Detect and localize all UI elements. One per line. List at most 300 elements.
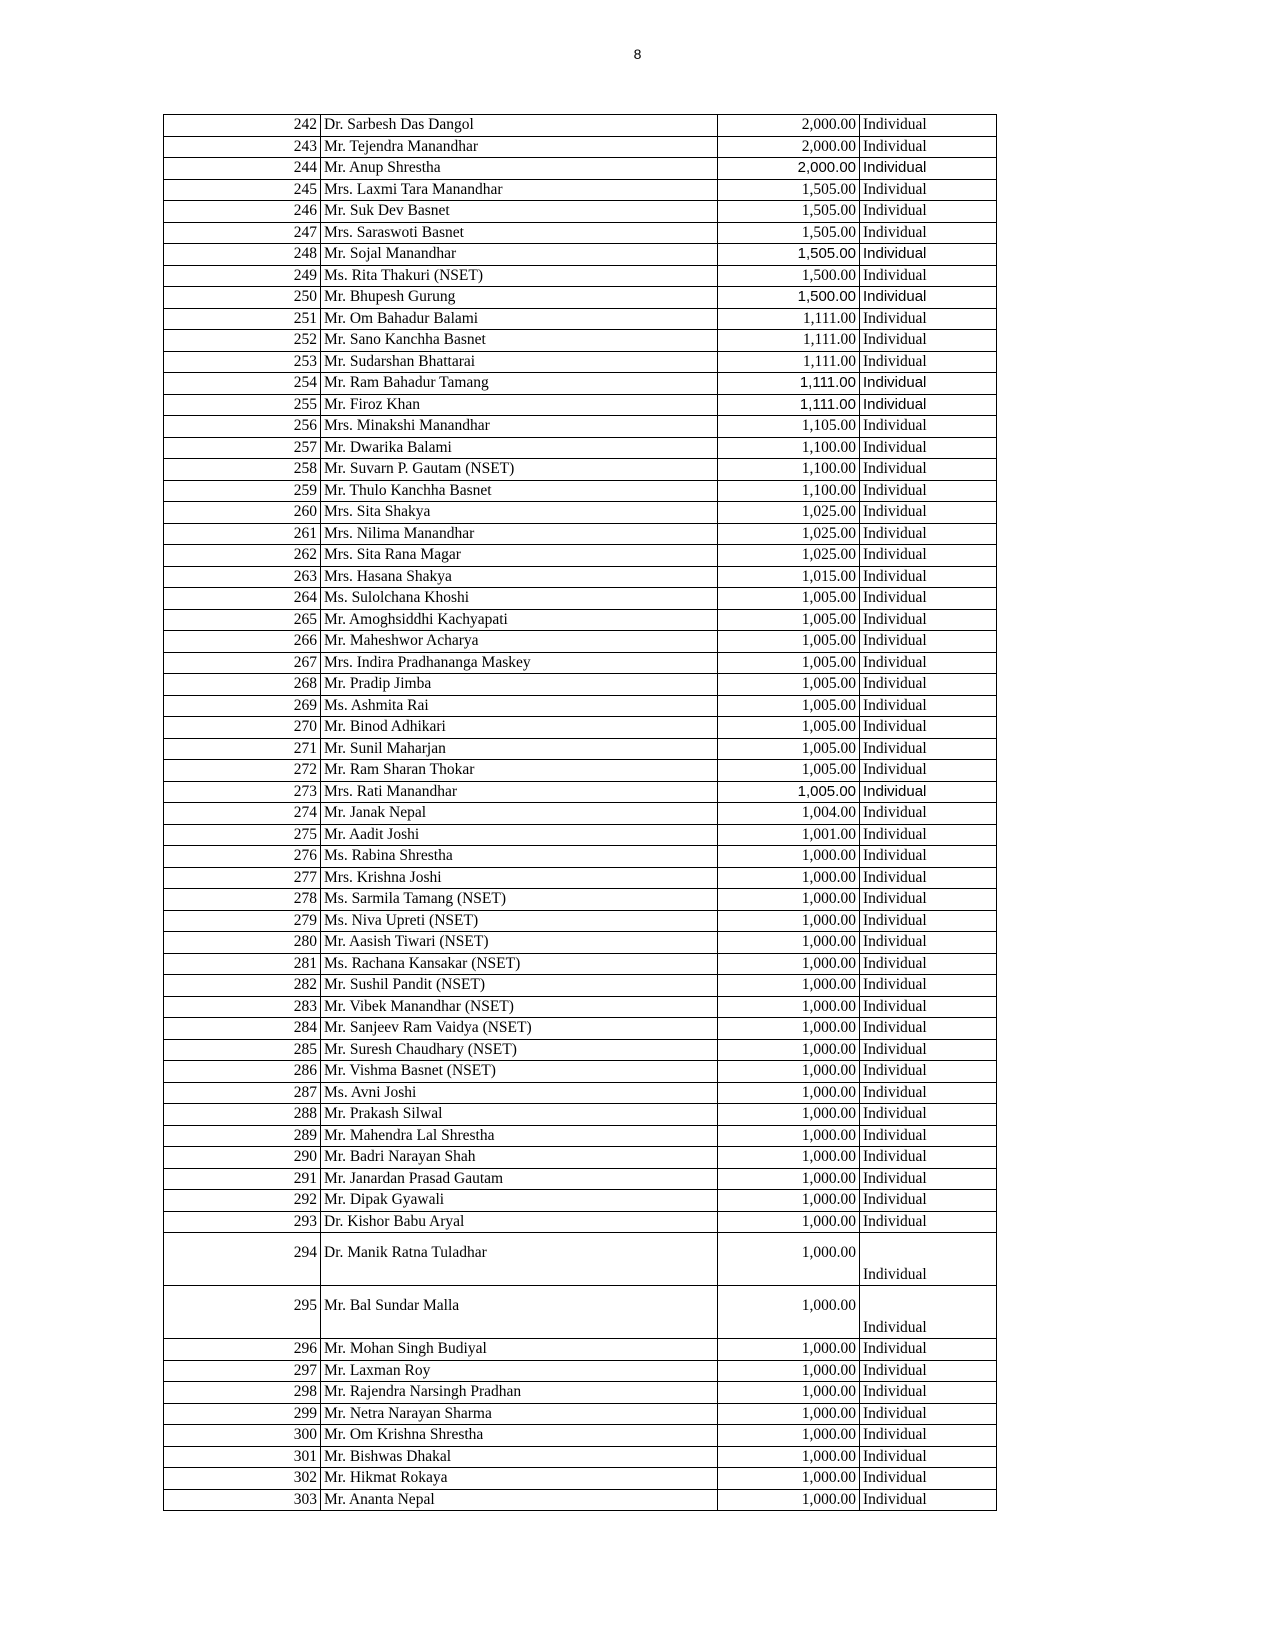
serial-number-cell: 303: [164, 1489, 321, 1511]
amount-cell: 1,000.00: [718, 1489, 860, 1511]
donor-name-cell: Ms. Ashmita Rai: [321, 695, 718, 717]
table-row: [164, 1061, 997, 1083]
donor-name-cell: Mr. Dwarika Balami: [321, 437, 718, 459]
donor-type-cell: Individual: [860, 1125, 997, 1147]
serial-number-cell: 294: [164, 1233, 321, 1286]
amount-cell: 1,005.00: [718, 609, 860, 631]
amount-cell: 1,005.00: [718, 738, 860, 760]
donor-type-cell: Individual: [860, 1382, 997, 1404]
amount-cell: 1,000.00: [718, 1082, 860, 1104]
donor-type-cell: Individual: [860, 1489, 997, 1511]
donor-type-cell: Individual: [860, 588, 997, 610]
table-row: [164, 1168, 997, 1190]
donor-name-cell: Mr. Binod Adhikari: [321, 717, 718, 739]
table-row: [164, 867, 997, 889]
amount-cell: 1,105.00: [718, 416, 860, 438]
amount-cell: 1,111.00: [718, 308, 860, 330]
donor-name-cell: Mr. Ram Sharan Thokar: [321, 760, 718, 782]
donor-name-cell: Mr. Janak Nepal: [321, 803, 718, 825]
donor-name-cell: Mr. Suvarn P. Gautam (NSET): [321, 459, 718, 481]
donor-name-cell: Mr. Suk Dev Basnet: [321, 201, 718, 223]
donor-table-body: [164, 115, 997, 1511]
serial-number-cell: 269: [164, 695, 321, 717]
table-row: [164, 1082, 997, 1104]
donor-name-cell: Mr. Suresh Chaudhary (NSET): [321, 1039, 718, 1061]
amount-cell: 1,000.00: [718, 846, 860, 868]
donor-name-cell: Ms. Sulolchana Khoshi: [321, 588, 718, 610]
serial-number-cell: 257: [164, 437, 321, 459]
donor-type-cell: Individual: [860, 910, 997, 932]
donor-type-cell: Individual: [860, 351, 997, 373]
donor-name-cell: Mr. Badri Narayan Shah: [321, 1147, 718, 1169]
amount-cell: 1,000.00: [718, 1190, 860, 1212]
serial-number-cell: 277: [164, 867, 321, 889]
serial-number-cell: 261: [164, 523, 321, 545]
donor-type-cell: Individual: [860, 996, 997, 1018]
serial-number-cell: 292: [164, 1190, 321, 1212]
donor-type-cell: Individual: [860, 1168, 997, 1190]
serial-number-cell: 297: [164, 1360, 321, 1382]
table-row: [164, 652, 997, 674]
donor-name-cell: Mr. Janardan Prasad Gautam: [321, 1168, 718, 1190]
amount-cell: 1,505.00: [718, 179, 860, 201]
donor-name-cell: Mrs. Saraswoti Basnet: [321, 222, 718, 244]
amount-cell: 1,005.00: [718, 781, 860, 803]
serial-number-cell: 260: [164, 502, 321, 524]
donor-name-cell: Mr. Mohan Singh Budiyal: [321, 1339, 718, 1361]
serial-number-cell: 258: [164, 459, 321, 481]
table-row: [164, 846, 997, 868]
serial-number-cell: 253: [164, 351, 321, 373]
serial-number-cell: 300: [164, 1425, 321, 1447]
donor-name-cell: Mr. Om Krishna Shrestha: [321, 1425, 718, 1447]
donor-name-cell: Mrs. Minakshi Manandhar: [321, 416, 718, 438]
donor-type-cell: Individual: [860, 631, 997, 653]
donor-type-cell: Individual: [860, 287, 997, 309]
serial-number-cell: 259: [164, 480, 321, 502]
serial-number-cell: 301: [164, 1446, 321, 1468]
donor-name-cell: Mr. Amoghsiddhi Kachyapati: [321, 609, 718, 631]
donor-type-cell: Individual: [860, 1339, 997, 1361]
table-row: [164, 115, 997, 137]
donor-name-cell: Mr. Anup Shrestha: [321, 158, 718, 180]
donor-name-cell: Dr. Manik Ratna Tuladhar: [321, 1233, 718, 1286]
donor-type-cell: Individual: [860, 136, 997, 158]
amount-cell: 1,000.00: [718, 1468, 860, 1490]
donor-name-cell: Mr. Sunil Maharjan: [321, 738, 718, 760]
amount-cell: 2,000.00: [718, 136, 860, 158]
donor-type-cell: Individual: [860, 1104, 997, 1126]
donor-type-cell: Individual: [860, 244, 997, 266]
serial-number-cell: 247: [164, 222, 321, 244]
amount-cell: 1,000.00: [718, 953, 860, 975]
amount-cell: 1,000.00: [718, 867, 860, 889]
donor-type-cell: Individual: [860, 867, 997, 889]
table-row: [164, 244, 997, 266]
donor-name-cell: Mr. Bal Sundar Malla: [321, 1286, 718, 1339]
amount-cell: 1,000.00: [718, 1104, 860, 1126]
table-row: [164, 588, 997, 610]
donor-name-cell: Mr. Maheshwor Acharya: [321, 631, 718, 653]
table-row: [164, 1468, 997, 1490]
amount-cell: 1,005.00: [718, 588, 860, 610]
donor-type-cell: Individual: [860, 1233, 997, 1286]
donor-type-cell: Individual: [860, 953, 997, 975]
serial-number-cell: 255: [164, 394, 321, 416]
donor-name-cell: Mr. Aadit Joshi: [321, 824, 718, 846]
donor-name-cell: Mrs. Laxmi Tara Manandhar: [321, 179, 718, 201]
donor-type-cell: Individual: [860, 760, 997, 782]
amount-cell: 1,000.00: [718, 1360, 860, 1382]
donor-type-cell: Individual: [860, 889, 997, 911]
donor-type-cell: Individual: [860, 1147, 997, 1169]
table-row: [164, 1125, 997, 1147]
donor-name-cell: Mr. Sudarshan Bhattarai: [321, 351, 718, 373]
donor-name-cell: Mr. Vibek Manandhar (NSET): [321, 996, 718, 1018]
table-row: [164, 695, 997, 717]
donor-type-cell: Individual: [860, 1403, 997, 1425]
table-row: [164, 674, 997, 696]
amount-cell: 1,000.00: [718, 932, 860, 954]
amount-cell: 1,000.00: [718, 1125, 860, 1147]
donor-name-cell: Mr. Bhupesh Gurung: [321, 287, 718, 309]
amount-cell: 1,000.00: [718, 1211, 860, 1233]
amount-cell: 1,000.00: [718, 1168, 860, 1190]
donor-name-cell: Mr. Dipak Gyawali: [321, 1190, 718, 1212]
serial-number-cell: 266: [164, 631, 321, 653]
donor-name-cell: Ms. Rita Thakuri (NSET): [321, 265, 718, 287]
table-row: [164, 136, 997, 158]
amount-cell: 1,004.00: [718, 803, 860, 825]
page-number: 8: [633, 46, 642, 62]
donor-type-cell: Individual: [860, 222, 997, 244]
donor-table: [163, 114, 997, 1511]
amount-cell: 1,000.00: [718, 1403, 860, 1425]
table-row: [164, 631, 997, 653]
table-row: [164, 265, 997, 287]
table-row: [164, 996, 997, 1018]
amount-cell: 1,111.00: [718, 351, 860, 373]
donor-name-cell: Mr. Sanjeev Ram Vaidya (NSET): [321, 1018, 718, 1040]
donor-name-cell: Ms. Avni Joshi: [321, 1082, 718, 1104]
serial-number-cell: 296: [164, 1339, 321, 1361]
donor-name-cell: Mrs. Rati Manandhar: [321, 781, 718, 803]
serial-number-cell: 274: [164, 803, 321, 825]
serial-number-cell: 286: [164, 1061, 321, 1083]
serial-number-cell: 244: [164, 158, 321, 180]
donor-name-cell: Dr. Sarbesh Das Dangol: [321, 115, 718, 137]
donor-type-cell: Individual: [860, 459, 997, 481]
donor-name-cell: Mrs. Nilima Manandhar: [321, 523, 718, 545]
table-row: [164, 308, 997, 330]
amount-cell: 1,025.00: [718, 545, 860, 567]
donor-name-cell: Mrs. Indira Pradhananga Maskey: [321, 652, 718, 674]
table-row: [164, 932, 997, 954]
donor-type-cell: Individual: [860, 115, 997, 137]
table-row: [164, 1382, 997, 1404]
table-row: [164, 910, 997, 932]
donor-type-cell: Individual: [860, 566, 997, 588]
serial-number-cell: 283: [164, 996, 321, 1018]
serial-number-cell: 275: [164, 824, 321, 846]
serial-number-cell: 249: [164, 265, 321, 287]
donor-type-cell: Individual: [860, 265, 997, 287]
table-row: [164, 416, 997, 438]
donor-type-cell: Individual: [860, 781, 997, 803]
table-row: [164, 1233, 997, 1286]
table-row: [164, 437, 997, 459]
table-row: [164, 480, 997, 502]
donor-type-cell: Individual: [860, 695, 997, 717]
serial-number-cell: 271: [164, 738, 321, 760]
serial-number-cell: 268: [164, 674, 321, 696]
amount-cell: 1,000.00: [718, 910, 860, 932]
table-row: [164, 523, 997, 545]
serial-number-cell: 285: [164, 1039, 321, 1061]
donor-type-cell: Individual: [860, 1286, 997, 1339]
amount-cell: 1,000.00: [718, 889, 860, 911]
table-row: [164, 1147, 997, 1169]
amount-cell: 1,005.00: [718, 695, 860, 717]
table-row: [164, 222, 997, 244]
table-row: [164, 1446, 997, 1468]
amount-cell: 1,001.00: [718, 824, 860, 846]
donor-type-cell: Individual: [860, 1190, 997, 1212]
table-row: [164, 566, 997, 588]
donor-name-cell: Mr. Mahendra Lal Shrestha: [321, 1125, 718, 1147]
serial-number-cell: 302: [164, 1468, 321, 1490]
donor-name-cell: Ms. Rachana Kansakar (NSET): [321, 953, 718, 975]
donor-type-cell: Individual: [860, 824, 997, 846]
table-row: [164, 502, 997, 524]
donor-name-cell: Mr. Laxman Roy: [321, 1360, 718, 1382]
donor-type-cell: Individual: [860, 1211, 997, 1233]
amount-cell: 1,100.00: [718, 459, 860, 481]
amount-cell: 1,505.00: [718, 201, 860, 223]
table-row: [164, 953, 997, 975]
amount-cell: 1,000.00: [718, 1147, 860, 1169]
amount-cell: 1,111.00: [718, 330, 860, 352]
table-row: [164, 717, 997, 739]
table-row: [164, 351, 997, 373]
amount-cell: 1,000.00: [718, 1339, 860, 1361]
amount-cell: 1,000.00: [718, 1425, 860, 1447]
amount-cell: 1,100.00: [718, 437, 860, 459]
donor-type-cell: Individual: [860, 717, 997, 739]
table-row: [164, 158, 997, 180]
amount-cell: 1,005.00: [718, 760, 860, 782]
serial-number-cell: 246: [164, 201, 321, 223]
serial-number-cell: 282: [164, 975, 321, 997]
serial-number-cell: 290: [164, 1147, 321, 1169]
donor-type-cell: Individual: [860, 308, 997, 330]
table-row: [164, 824, 997, 846]
serial-number-cell: 276: [164, 846, 321, 868]
serial-number-cell: 254: [164, 373, 321, 395]
donor-type-cell: Individual: [860, 803, 997, 825]
donor-type-cell: Individual: [860, 179, 997, 201]
donor-type-cell: Individual: [860, 416, 997, 438]
serial-number-cell: 242: [164, 115, 321, 137]
amount-cell: 1,005.00: [718, 631, 860, 653]
donor-type-cell: Individual: [860, 394, 997, 416]
amount-cell: 1,500.00: [718, 287, 860, 309]
donor-name-cell: Mrs. Hasana Shakya: [321, 566, 718, 588]
table-row: [164, 975, 997, 997]
table-row: [164, 803, 997, 825]
serial-number-cell: 281: [164, 953, 321, 975]
donor-type-cell: Individual: [860, 480, 997, 502]
amount-cell: 1,500.00: [718, 265, 860, 287]
donor-type-cell: Individual: [860, 652, 997, 674]
amount-cell: 1,100.00: [718, 480, 860, 502]
serial-number-cell: 264: [164, 588, 321, 610]
amount-cell: 1,000.00: [718, 975, 860, 997]
serial-number-cell: 287: [164, 1082, 321, 1104]
serial-number-cell: 252: [164, 330, 321, 352]
donor-type-cell: Individual: [860, 975, 997, 997]
amount-cell: 1,111.00: [718, 373, 860, 395]
table-row: [164, 287, 997, 309]
donor-name-cell: Mr. Sushil Pandit (NSET): [321, 975, 718, 997]
donor-type-cell: Individual: [860, 846, 997, 868]
donor-type-cell: Individual: [860, 1018, 997, 1040]
table-row: [164, 1190, 997, 1212]
donor-type-cell: Individual: [860, 1468, 997, 1490]
amount-cell: 1,025.00: [718, 523, 860, 545]
donor-name-cell: Mr. Thulo Kanchha Basnet: [321, 480, 718, 502]
amount-cell: 1,000.00: [718, 1061, 860, 1083]
donor-type-cell: Individual: [860, 1061, 997, 1083]
table-row: [164, 1489, 997, 1511]
donor-type-cell: Individual: [860, 201, 997, 223]
donor-name-cell: Mr. Om Bahadur Balami: [321, 308, 718, 330]
serial-number-cell: 298: [164, 1382, 321, 1404]
table-row: [164, 373, 997, 395]
amount-cell: 1,005.00: [718, 717, 860, 739]
table-row: [164, 889, 997, 911]
donor-type-cell: Individual: [860, 609, 997, 631]
serial-number-cell: 270: [164, 717, 321, 739]
donor-name-cell: Mr. Ram Bahadur Tamang: [321, 373, 718, 395]
amount-cell: 1,000.00: [718, 1382, 860, 1404]
serial-number-cell: 279: [164, 910, 321, 932]
serial-number-cell: 295: [164, 1286, 321, 1339]
donor-type-cell: Individual: [860, 437, 997, 459]
donor-name-cell: Mrs. Krishna Joshi: [321, 867, 718, 889]
amount-cell: 1,000.00: [718, 1286, 860, 1339]
serial-number-cell: 289: [164, 1125, 321, 1147]
donor-name-cell: Mr. Hikmat Rokaya: [321, 1468, 718, 1490]
serial-number-cell: 299: [164, 1403, 321, 1425]
donor-type-cell: Individual: [860, 1360, 997, 1382]
table-row: [164, 394, 997, 416]
amount-cell: 1,000.00: [718, 996, 860, 1018]
donor-name-cell: Mr. Ananta Nepal: [321, 1489, 718, 1511]
table-row: [164, 1104, 997, 1126]
donor-name-cell: Ms. Rabina Shrestha: [321, 846, 718, 868]
amount-cell: 1,000.00: [718, 1039, 860, 1061]
table-row: [164, 1039, 997, 1061]
amount-cell: 1,005.00: [718, 652, 860, 674]
table-row: [164, 1018, 997, 1040]
table-row: [164, 738, 997, 760]
serial-number-cell: 291: [164, 1168, 321, 1190]
donor-name-cell: Mr. Firoz Khan: [321, 394, 718, 416]
donor-type-cell: Individual: [860, 1425, 997, 1447]
table-row: [164, 179, 997, 201]
donor-type-cell: Individual: [860, 738, 997, 760]
amount-cell: 1,005.00: [718, 674, 860, 696]
serial-number-cell: 263: [164, 566, 321, 588]
donor-type-cell: Individual: [860, 373, 997, 395]
table-row: [164, 1211, 997, 1233]
serial-number-cell: 256: [164, 416, 321, 438]
table-row: [164, 1339, 997, 1361]
serial-number-cell: 293: [164, 1211, 321, 1233]
serial-number-cell: 243: [164, 136, 321, 158]
table-row: [164, 609, 997, 631]
serial-number-cell: 267: [164, 652, 321, 674]
table-row: [164, 781, 997, 803]
donor-name-cell: Mrs. Sita Rana Magar: [321, 545, 718, 567]
donor-type-cell: Individual: [860, 158, 997, 180]
amount-cell: 1,000.00: [718, 1233, 860, 1286]
table-row: [164, 459, 997, 481]
serial-number-cell: 262: [164, 545, 321, 567]
donor-name-cell: Ms. Niva Upreti (NSET): [321, 910, 718, 932]
serial-number-cell: 251: [164, 308, 321, 330]
donor-type-cell: Individual: [860, 1039, 997, 1061]
amount-cell: 1,505.00: [718, 222, 860, 244]
donor-name-cell: Mr. Vishma Basnet (NSET): [321, 1061, 718, 1083]
table-row: [164, 1286, 997, 1339]
amount-cell: 1,015.00: [718, 566, 860, 588]
serial-number-cell: 265: [164, 609, 321, 631]
donor-name-cell: Mrs. Sita Shakya: [321, 502, 718, 524]
amount-cell: 1,111.00: [718, 394, 860, 416]
donor-name-cell: Mr. Prakash Silwal: [321, 1104, 718, 1126]
table-row: [164, 330, 997, 352]
serial-number-cell: 278: [164, 889, 321, 911]
donor-name-cell: Mr. Sano Kanchha Basnet: [321, 330, 718, 352]
donor-type-cell: Individual: [860, 330, 997, 352]
donor-name-cell: Mr. Tejendra Manandhar: [321, 136, 718, 158]
serial-number-cell: 250: [164, 287, 321, 309]
amount-cell: 1,000.00: [718, 1018, 860, 1040]
donor-type-cell: Individual: [860, 545, 997, 567]
table-row: [164, 1360, 997, 1382]
serial-number-cell: 272: [164, 760, 321, 782]
donor-type-cell: Individual: [860, 1082, 997, 1104]
table-row: [164, 201, 997, 223]
donor-type-cell: Individual: [860, 674, 997, 696]
donor-type-cell: Individual: [860, 523, 997, 545]
serial-number-cell: 245: [164, 179, 321, 201]
amount-cell: 2,000.00: [718, 115, 860, 137]
donor-name-cell: Mr. Netra Narayan Sharma: [321, 1403, 718, 1425]
donor-name-cell: Mr. Bishwas Dhakal: [321, 1446, 718, 1468]
amount-cell: 1,000.00: [718, 1446, 860, 1468]
amount-cell: 1,025.00: [718, 502, 860, 524]
table-row: [164, 1425, 997, 1447]
serial-number-cell: 284: [164, 1018, 321, 1040]
serial-number-cell: 288: [164, 1104, 321, 1126]
donor-name-cell: Mr. Rajendra Narsingh Pradhan: [321, 1382, 718, 1404]
table-row: [164, 545, 997, 567]
donor-name-cell: Mr. Sojal Manandhar: [321, 244, 718, 266]
donor-name-cell: Dr. Kishor Babu Aryal: [321, 1211, 718, 1233]
